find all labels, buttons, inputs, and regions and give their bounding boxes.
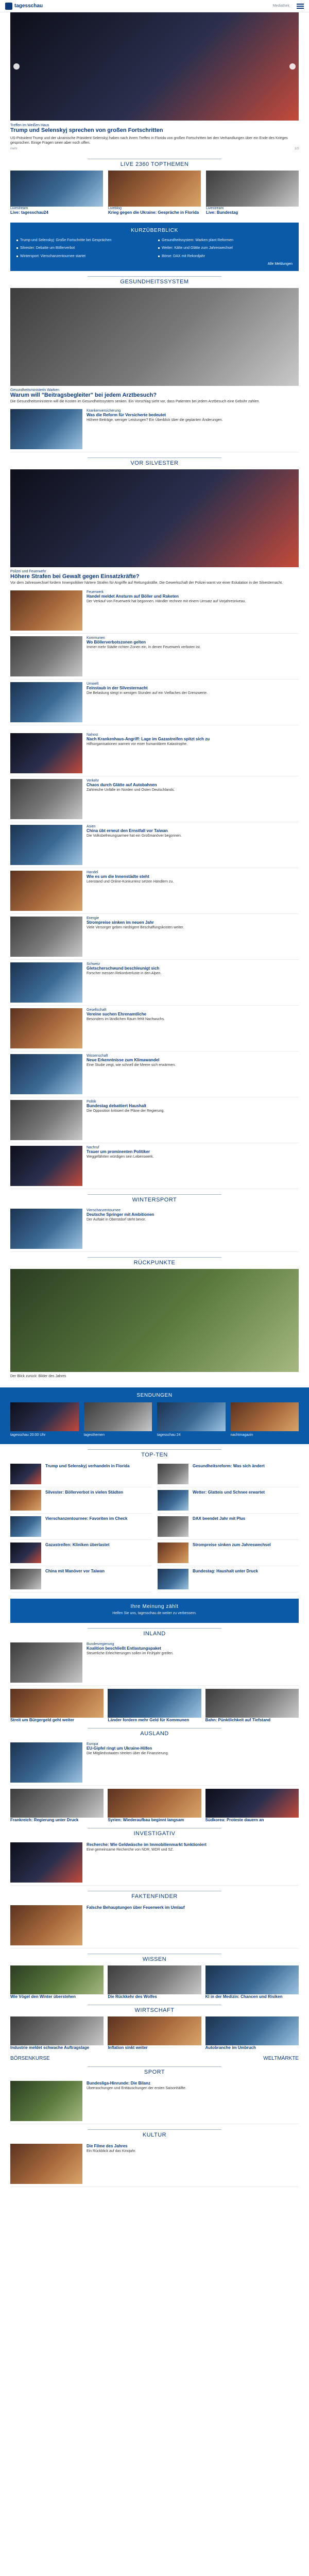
ausland-section-title: AUSLAND — [140, 1730, 169, 1737]
brief-item[interactable]: Trump und Selenskyj: Große Fortschritte bei Gesprächen — [16, 236, 151, 244]
brief-item[interactable]: Wetter: Kälte und Glätte zum Jahreswechsel — [158, 244, 293, 252]
inland-section — [0, 1640, 309, 1723]
mediathek-link[interactable]: Mediathek — [272, 4, 289, 8]
fakten-story[interactable]: Falsche Behauptungen über Feuerwerk im Umlauf — [0, 1903, 309, 1948]
list-item[interactable]: Energie Strompreise sinken im neuen Jahr Viele Versorger geben niedrigere Beschaffungskosten weiter. — [10, 914, 299, 960]
slider-next-button[interactable] — [289, 63, 296, 70]
wissen-section — [0, 1965, 309, 1999]
live-row — [10, 171, 299, 215]
logo-icon[interactable] — [5, 3, 12, 10]
winter-section-title: WINTERSPORT — [132, 1197, 177, 1204]
list-item[interactable]: Schweiz Gletscherschwund beschleunigt sich Forscher messen Rekordverluste in den Alpen. — [10, 960, 299, 1006]
wirtschaft-section-title: WIRTSCHAFT — [134, 2007, 175, 2013]
ausland-section — [0, 1740, 309, 1823]
list-item[interactable]: Politik Bundestag debattiert Haushalt Die Opposition kritisiert die Pläne der Regierung. — [10, 1097, 299, 1143]
list-item[interactable]: Europa EU-Gipfel ringt um Ukraine-Hilfen Die Mitgliedsstaaten streiten über die Finanzierung. — [10, 1740, 299, 1786]
sport-section-title: SPORT — [144, 2069, 165, 2075]
top-bar — [0, 0, 309, 12]
list-item[interactable]: Verkehr Chaos durch Glätte auf Autobahnen Zahlreiche Unfälle im Norden und Osten Deutschlands. — [10, 776, 299, 822]
slider-prev-button[interactable] — [13, 63, 20, 70]
sendung-item[interactable]: tagesthemen — [84, 1402, 152, 1439]
list-item[interactable]: Handel Wie es um die Innenstädte steht Leerstand und Online-Konkurrenz setzen Händlern zu. — [10, 868, 299, 914]
lead-story[interactable] — [0, 12, 309, 154]
logo[interactable]: tagesschau — [14, 3, 43, 9]
investigativ-section-title: INVESTIGATIV — [133, 1830, 176, 1837]
topten-item[interactable]: Silvester: Böllerverbot in vielen Städten — [10, 1487, 151, 1514]
weltmaerkte-link[interactable]: WELTMÄRKTE — [263, 2055, 299, 2061]
list-item[interactable]: Frankreich: Regierung unter Druck — [10, 1789, 104, 1823]
info-box[interactable]: Ihre Meinung zählt Helfen Sie uns, tagesschau.de weiter zu verbessern. — [10, 1599, 299, 1622]
kultur-story[interactable]: Die Filme des Jahres Ein Rückblick auf das Kinojahr. — [0, 2141, 309, 2187]
kultur-section-title: KULTUR — [142, 2131, 167, 2138]
lead-image[interactable] — [10, 12, 299, 121]
more-stories — [0, 731, 309, 1189]
live-title: LIVE 2360 TOPTHEMEN — [120, 161, 189, 167]
brief-more-link[interactable]: Alle Meldungen — [267, 262, 293, 266]
brief-item[interactable]: Wintersport: Vierschanzentournee startet — [16, 252, 151, 260]
brief-item[interactable]: Börse: DAX mit Rekordjahr — [158, 252, 293, 260]
inland-section-title: INLAND — [143, 1630, 166, 1637]
topten-item[interactable]: Gazastreifen: Kliniken überlastet — [10, 1540, 151, 1566]
sendung-item[interactable]: tagesschau 24 — [157, 1402, 226, 1439]
topten-item[interactable]: Gesundheitsreform: Was sich ändert — [158, 1461, 299, 1487]
silvester-section-title: VOR SILVESTER — [130, 460, 179, 467]
list-item[interactable]: Wissenschaft Neue Erkenntnisse zum Klimawandel Eine Studie zeigt, wie schnell die Meere sich erwärmen. — [10, 1052, 299, 1097]
lead-more-link[interactable]: mehr — [10, 147, 18, 150]
brief-item[interactable]: Gesundheitssystem: Warken plant Reformen — [158, 236, 293, 244]
list-item[interactable]: Autobranche im Umbruch — [205, 2016, 299, 2050]
topten-item[interactable]: Vierschanzentournee: Favoriten im Check — [10, 1514, 151, 1540]
health-story[interactable]: Gesundheitsministerin Warken Warum will "Beitragsbegleiter" bei jedem Arztbesuch? Die Gesundheitsministerin will die Kosten im Gesundheitssystem senken. Ein Vorschlag sieht vor, dass Patienten bei jedem Arztbesuch eine Gebühr zahlen. Krankenversicherung Was die Reform für Versicherte bedeutet Höhere Beiträge, weniger Leistungen? Ein Überblick über die geplanten Änderungen. — [0, 288, 309, 452]
silvester-story[interactable]: Polizei und Feuerwehr Höhere Strafen bei Gewalt gegen Einsatzkräfte? Vor dem Jahreswechsel fordern Innenpolitiker härtere Strafen für Angriffe auf Rettungskräfte. Die Gewerkschaft der Polizei warnt vor einer Eskalation in der Silvesternacht. Feuerwerk Handel meldet Ansturm auf Böller und Raketen Der Verkauf von Feuerwerk hat begonnen. Händler rechnen mit einem Umsatz auf Vorjahresniveau. Kommunen Wo Böllerverbotszonen gelten Immer mehr Städte richten Zonen ein, in denen Feuerwerk verboten ist. Umwelt Feinstaub in der Silvesternacht Die Belastung steigt in wenigen Stunden auf ein Vielfaches der Grenzwerte. — [0, 469, 309, 725]
lead-teaser: US-Präsident Trump und der ukrainische Präsident Selenskyj haben nach ihrem Treffen in Florida von großen Fortschritten bei den Verhandlungen über ein Ende des Krieges gesprochen. Einige Fragen seien aber noch offen. — [10, 136, 288, 145]
wirtschaft-section — [0, 2016, 309, 2061]
rueck-section-title: RÜCKPUNKTE — [133, 1260, 176, 1266]
list-item[interactable]: Bahn: Pünktlichkeit auf Tiefstand — [205, 1689, 299, 1723]
sendungen-panel — [0, 1387, 309, 1444]
boerse-link[interactable]: BÖRSENKURSE — [10, 2055, 50, 2061]
topten-item[interactable]: Wetter: Glatteis und Schnee erwartet — [158, 1487, 299, 1514]
list-item[interactable]: Südkorea: Proteste dauern an — [205, 1789, 299, 1823]
list-item[interactable]: Inflation sinkt weiter — [108, 2016, 201, 2050]
investigativ-story[interactable]: Recherche: Wie Geldwäsche im Immobilienmarkt funktioniert Eine gemeinsame Recherche von NDR, WDR und SZ. — [0, 1840, 309, 1886]
list-item[interactable]: Umwelt Feinstaub in der Silvesternacht Die Belastung steigt in wenigen Stunden auf ein Vielfaches der Grenzwerte. — [10, 680, 299, 725]
wissen-section-title: WISSEN — [142, 1956, 167, 1962]
hamburger-icon[interactable] — [297, 4, 304, 9]
list-item[interactable]: Kommunen Wo Böllerverbotszonen gelten Immer mehr Städte richten Zonen ein, in denen Feuerwerk verboten ist. — [10, 634, 299, 680]
slider-counter: 1/3 — [294, 147, 299, 150]
list-item[interactable]: Streit um Bürgergeld geht weiter — [10, 1689, 104, 1723]
live-item[interactable]: Livestream Live: Bundestag — [206, 171, 299, 215]
brief-panel — [10, 223, 299, 271]
topten-list — [0, 1461, 309, 1592]
live-item[interactable]: Liveblog Krieg gegen die Ukraine: Gespräche in Florida — [108, 171, 201, 215]
health-side-story[interactable]: Krankenversicherung Was die Reform für Versicherte bedeutet Höhere Beiträge, weniger Leistungen? Ein Überblick über die geplanten Änderungen. — [10, 406, 299, 452]
rueck-story[interactable]: Der Blick zurück: Bilder des Jahres — [0, 1269, 309, 1381]
list-item[interactable]: Syrien: Wiederaufbau beginnt langsam — [108, 1789, 201, 1823]
sendungen-title: SENDUNGEN — [136, 1392, 173, 1398]
lead-headline[interactable]: Trump und Selenskyj sprechen von großen Fortschritten — [10, 127, 163, 133]
brief-item[interactable]: Silvester: Debatte um Böllerverbot — [16, 244, 151, 252]
live-item[interactable]: Livestream Live: tagesschau24 — [10, 171, 103, 215]
sendung-item[interactable]: tagesschau 20:00 Uhr — [10, 1402, 79, 1439]
lead-kicker: Treffen im Weißen Haus — [10, 124, 49, 127]
brief-title: KURZÜBERBLICK — [131, 227, 178, 233]
list-item[interactable]: KI in der Medizin: Chancen und Risiken — [205, 1965, 299, 1999]
list-item[interactable]: Nachruf Trauer um prominenten Politiker Weggefährten würdigen sein Lebenswerk. — [10, 1143, 299, 1189]
winter-story[interactable]: Vierschanzentournee Deutsche Springer mit Ambitionen Der Auftakt in Oberstdorf steht bevor. — [0, 1206, 309, 1252]
live-section-head — [0, 154, 309, 171]
sendung-item[interactable]: nachtmagazin — [231, 1402, 299, 1439]
list-item[interactable]: Wie Vögel den Winter überstehen — [10, 1965, 104, 1999]
list-item[interactable]: Bundesregierung Koalition beschließt Entlastungspaket Steuerliche Erleichterungen sollen im Frühjahr greifen. — [10, 1640, 299, 1686]
list-item[interactable]: Die Rückkehr des Wolfes — [108, 1965, 201, 1999]
topten-item[interactable]: Bundestag: Haushalt unter Druck — [158, 1566, 299, 1592]
topten-item[interactable]: China mit Manöver vor Taiwan — [10, 1566, 151, 1592]
fakten-section-title: FAKTENFINDER — [131, 1893, 178, 1900]
list-item[interactable]: Länder fordern mehr Geld für Kommunen — [108, 1689, 201, 1723]
list-item[interactable]: Industrie meldet schwache Auftragslage — [10, 2016, 104, 2050]
topten-item[interactable]: Strompreise sinken zum Jahreswechsel — [158, 1540, 299, 1566]
health-section-title: GESUNDHEITSSYSTEM — [120, 278, 189, 285]
list-item[interactable]: Feuerwerk Handel meldet Ansturm auf Böller und Raketen Der Verkauf von Feuerwerk hat begonnen. Händler rechnen mit einem Umsatz auf Vorjahresniveau. — [10, 588, 299, 634]
topten-item[interactable]: DAX beendet Jahr mit Plus — [158, 1514, 299, 1540]
topten-section-title: TOP-TEN — [141, 1452, 168, 1459]
list-item[interactable]: Nahost Nach Krankenhaus-Angriff: Lage im Gazastreifen spitzt sich zu Hilfsorganisationen warnen vor einer humanitären Katastrophe. — [10, 731, 299, 776]
sport-story[interactable]: Bundesliga-Hinrunde: Die Bilanz Überraschungen und Enttäuschungen der ersten Saisonhälfte. — [0, 2078, 309, 2124]
list-item[interactable]: Gesellschaft Vereine suchen Ehrenamtliche Besonders im ländlichen Raum fehlt Nachwuchs. — [10, 1006, 299, 1052]
topten-item[interactable]: Trump und Selenskyj verhandeln in Florida — [10, 1461, 151, 1487]
health-image[interactable] — [10, 288, 299, 386]
list-item[interactable]: Asien China übt erneut den Ernstfall vor Taiwan Die Volksbefreiungsarmee hat ein Großmanöver begonnen. — [10, 822, 299, 868]
